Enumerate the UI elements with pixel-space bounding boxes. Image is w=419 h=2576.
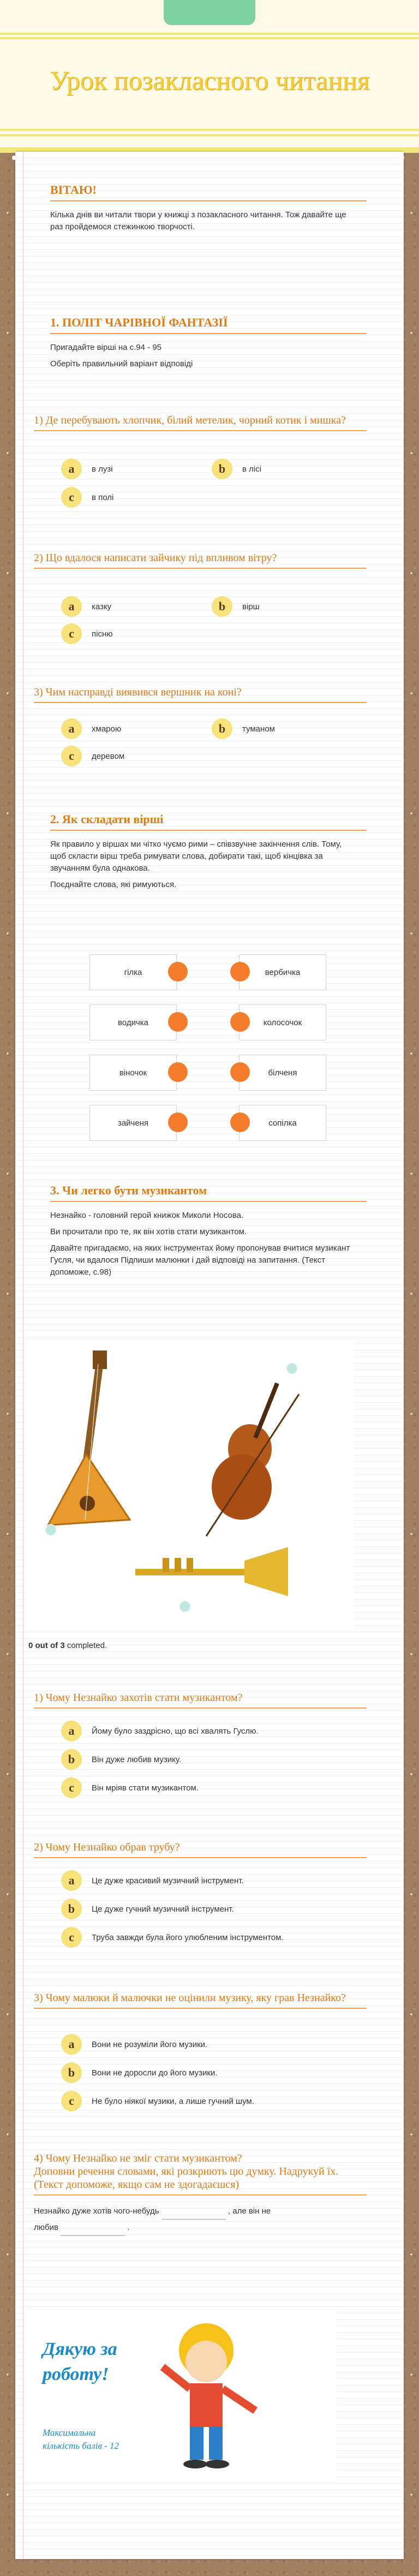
- option-letter: a: [61, 1870, 82, 1891]
- section-fantasy: [26, 316, 392, 374]
- hotspot-dot[interactable]: [45, 1524, 57, 1536]
- question-text: 1) Чому Незнайко захотів стати музикантом?: [34, 1692, 243, 1704]
- section-title: 2. Як складати вірші: [50, 812, 164, 826]
- right-dots: [404, 153, 419, 2555]
- option[interactable]: [61, 1899, 234, 1919]
- violin-icon: [206, 1383, 299, 1536]
- question-2: [26, 551, 392, 576]
- match-left-item[interactable]: водичка: [89, 1004, 177, 1040]
- match-connector-dot[interactable]: [230, 1113, 250, 1132]
- welcome-text: Кілька днів ви читали твори у книжці з позакласного читання. Тож давайте ще раз пройдемося стежинкою творчості.: [50, 210, 346, 231]
- welcome-title: ВІТАЮ!: [50, 183, 97, 197]
- pin: [12, 156, 16, 160]
- question-underline: [34, 702, 367, 703]
- section-text: Як правило у віршах ми чітко чуємо рими – співзвучне закінчення слів. Тому, щоб скласти вірш треба римувати слова, добирати такі, щоб кінцівка за звучанням була однакова.: [50, 840, 342, 873]
- option-text: деревом: [92, 751, 125, 761]
- option[interactable]: [61, 746, 124, 766]
- character-icon: [163, 2323, 255, 2468]
- option-letter: c: [61, 746, 82, 766]
- option[interactable]: [61, 487, 113, 508]
- question-text: 1) Де перебувають хлопчик, білий метелик, чорний котик і мишка?: [34, 414, 346, 426]
- section-underline: [50, 200, 367, 201]
- question-underline: [34, 1708, 367, 1709]
- section-verses: [26, 812, 392, 895]
- header: [0, 0, 419, 153]
- section-musician: [26, 1183, 392, 1283]
- final-image: [26, 2312, 337, 2477]
- question-underline: [34, 568, 367, 569]
- question-7: [26, 2152, 392, 2240]
- match-left-item[interactable]: гілка: [89, 954, 177, 990]
- section-title: 1. ПОЛІТ ЧАРІВНОЇ ФАНТАЗІЇ: [50, 316, 228, 329]
- option-letter: a: [61, 1721, 82, 1741]
- instruction: Оберіть правильний варіант відповіді: [50, 359, 193, 368]
- question-subtext: Доповни речення словами, які розкриють цю думку. Надрукуй їх. (Текст допоможе, якщо сам не здогадаєшся): [34, 2165, 339, 2191]
- option[interactable]: [61, 1927, 284, 1948]
- instruction: Поєднайте слова, які римуються.: [50, 880, 177, 889]
- match-right-item[interactable]: вербичка: [239, 954, 326, 990]
- match-connector-dot[interactable]: [168, 1113, 188, 1132]
- option-text: Вони не розуміли його музики.: [92, 2039, 208, 2049]
- option-letter: b: [61, 1899, 82, 1919]
- question-text: 3) Чим насправді виявився вершник на коні?: [34, 686, 242, 698]
- match-right-item[interactable]: білченя: [239, 1055, 326, 1091]
- option-text: Він дуже любив музику.: [92, 1754, 181, 1764]
- question-text: 2) Що вдалося написати зайчику під впливом вітру?: [34, 552, 277, 564]
- hotspot-dot[interactable]: [179, 1601, 191, 1613]
- option-text: Вони не доросли до його музики.: [92, 2068, 218, 2078]
- section-text: Ви прочитали про те, як він хотів стати музикантом.: [50, 1227, 247, 1236]
- option-letter: c: [61, 1927, 82, 1948]
- section-text: Незнайко - головний герой книжок Миколи Носова.: [50, 1211, 244, 1220]
- question-underline: [34, 2008, 367, 2009]
- question-5: [26, 1841, 392, 1866]
- option-text: в полі: [92, 492, 114, 502]
- option[interactable]: [61, 2091, 254, 2111]
- question-underline: [34, 1857, 367, 1858]
- question-underline: [34, 430, 367, 431]
- option-letter: b: [212, 596, 232, 617]
- question-4: [26, 1691, 392, 1716]
- question-underline: [34, 2194, 367, 2196]
- question-text: 2) Чому Незнайко обрав трубу?: [34, 1841, 180, 1853]
- thanks-line-2: роботу!: [43, 2364, 109, 2384]
- header-line: [0, 33, 419, 35]
- option-text: Труба завжди була його улюбленим інструментом.: [92, 1932, 284, 1942]
- option-text: Це дуже красивий музичний інструмент.: [92, 1876, 244, 1885]
- section-underline: [50, 1201, 367, 1202]
- option[interactable]: [212, 459, 261, 479]
- option[interactable]: [212, 596, 260, 617]
- option-letter: a: [61, 596, 82, 617]
- match-connector-dot[interactable]: [230, 962, 250, 981]
- option-text: в лісі: [242, 464, 262, 474]
- option-text: в лузі: [92, 464, 113, 474]
- pin: [400, 156, 404, 160]
- blank-input[interactable]: [161, 2211, 226, 2220]
- option-text: туманом: [242, 724, 275, 734]
- option-text: Це дуже гучний музичний інструмент.: [92, 1904, 234, 1914]
- page-title: Урок позакласного читання: [49, 65, 370, 96]
- instruments-illustration: [26, 1340, 354, 1627]
- header-line: [0, 129, 419, 131]
- section-underline: [50, 830, 367, 831]
- option[interactable]: [61, 2034, 207, 2055]
- option-letter: c: [61, 1777, 82, 1798]
- fill-in-sentence: Незнайко дуже хотів чого-небудь , але він не любив .: [34, 2203, 361, 2236]
- question-3: [26, 686, 392, 711]
- left-dots: [0, 153, 15, 2555]
- option-text: Не було ніякої музики, а лише гучний шум.: [92, 2096, 254, 2106]
- option-text: Він мріяв стати музикантом.: [92, 1783, 199, 1793]
- match-left-item[interactable]: віночок: [89, 1055, 177, 1091]
- option-letter: a: [61, 2034, 82, 2055]
- header-line: [0, 37, 419, 39]
- option-text: казку: [92, 602, 112, 611]
- match-connector-dot[interactable]: [168, 1012, 188, 1032]
- score-line-2: кількість балів - 12: [43, 2441, 119, 2451]
- option-letter: c: [61, 623, 82, 644]
- option-text: Йому було заздрісно, що всі хвалять Гуслю.: [92, 1726, 259, 1736]
- option-letter: b: [212, 718, 232, 739]
- question-1: [26, 414, 392, 439]
- option-letter: a: [61, 459, 82, 479]
- option[interactable]: [61, 718, 121, 739]
- welcome-section: [26, 183, 392, 237]
- score-line-1: Максимальна: [43, 2428, 96, 2438]
- option[interactable]: [61, 596, 111, 617]
- completion-status: 0 out of 3 completed.: [28, 1641, 107, 1650]
- option-text: хмарою: [92, 724, 122, 734]
- option[interactable]: [61, 623, 113, 644]
- match-right-item[interactable]: колосочок: [239, 1004, 326, 1040]
- match-left-item[interactable]: зайченя: [89, 1105, 177, 1141]
- question-text: 4) Чому Незнайко не зміг стати музикантом?: [34, 2152, 242, 2164]
- section-title: 3. Чи легко бути музикантом: [50, 1183, 207, 1197]
- match-connector-dot[interactable]: [230, 1012, 250, 1032]
- option-letter: b: [212, 459, 232, 479]
- option-text: пісню: [92, 629, 113, 639]
- blank-input[interactable]: [61, 2228, 125, 2236]
- match-connector-dot[interactable]: [168, 962, 188, 981]
- instruction: Пригадайте вірші на с.94 - 95: [50, 343, 162, 352]
- question-text: 3) Чому малюки й малючки не оцінили музику, яку грав Незнайко?: [34, 1992, 346, 2004]
- match-connector-dot[interactable]: [168, 1062, 188, 1082]
- header-line: [0, 134, 419, 136]
- option-text: вірш: [242, 602, 260, 611]
- balalaika-icon: [48, 1351, 130, 1525]
- option[interactable]: [61, 2062, 218, 2083]
- option[interactable]: [61, 1777, 199, 1798]
- section-text: Давайте пригадаємо, на яких інструментах йому пропонував вчитися музикант Гусля, чи вдалося Підпиши малюнки і дай відповіді на запитання. (Текст допоможе, с.98): [50, 1244, 350, 1277]
- option[interactable]: [61, 1870, 244, 1891]
- option-letter: b: [61, 2062, 82, 2083]
- header-tab: [164, 0, 255, 25]
- option[interactable]: [61, 459, 113, 479]
- section-underline: [50, 333, 367, 334]
- trumpet-icon: [135, 1547, 288, 1596]
- option-letter: c: [61, 2091, 82, 2111]
- thanks-line-1: Дякую за: [43, 2339, 117, 2359]
- option[interactable]: [61, 1749, 181, 1770]
- match-right-item[interactable]: сопілка: [239, 1105, 326, 1141]
- match-connector-dot[interactable]: [230, 1062, 250, 1082]
- option-letter: b: [61, 1749, 82, 1770]
- thank-you-illustration: [26, 2312, 337, 2477]
- option[interactable]: [61, 1721, 259, 1741]
- option[interactable]: [212, 718, 275, 739]
- option-letter: a: [61, 718, 82, 739]
- instruments-image: [26, 1340, 354, 1627]
- option-letter: c: [61, 487, 82, 508]
- hotspot-dot[interactable]: [286, 1363, 298, 1375]
- question-6: [26, 1991, 392, 2016]
